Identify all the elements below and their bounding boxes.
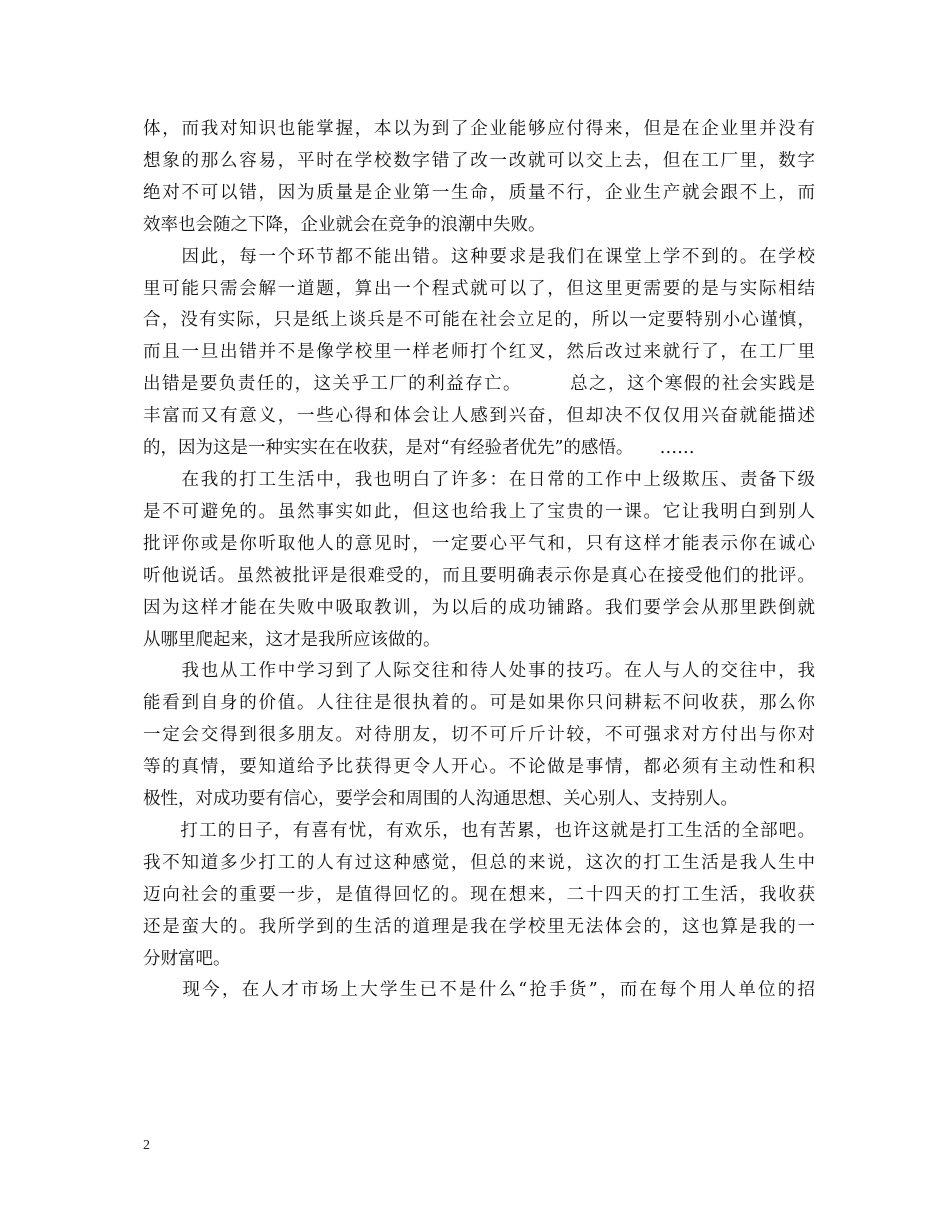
paragraph bbox=[143, 816, 815, 976]
text-line: 听他说话。虽然被批评是很难受的，而且要明确表示你是真心在接受他们的批评。 bbox=[143, 565, 815, 586]
text-line: 迈向社会的重要一步，是值得回忆的。现在想来，二十四天的打工生活，我收获 bbox=[143, 884, 815, 905]
text-line: 我不知道多少打工的人有过这种感觉，但总的来说，这次的打工生活是我人生中 bbox=[143, 852, 815, 873]
text-line: 丰富而又有意义，一些心得和体会让人感到兴奋，但却决不仅仅用兴奋就能描述 bbox=[143, 406, 815, 427]
page-number: 2 bbox=[143, 1138, 150, 1153]
text-line: 因此，每一个环节都不能出错。这种要求是我们在课堂上学不到的。在学校 bbox=[143, 246, 815, 267]
text-line: 能看到自身的价值。人往往是很执着的。可是如果你只问耕耘不问收获，那么你 bbox=[143, 693, 815, 714]
text-line: 在我的打工生活中，我也明白了许多：在日常的工作中上级欺压、责备下级 bbox=[143, 469, 815, 490]
text-line: 从哪里爬起来，这才是我所应该做的。 bbox=[143, 629, 441, 650]
paragraph bbox=[143, 114, 815, 242]
text-line: 里可能只需会解一道题，算出一个程式就可以了，但这里更需要的是与实际相结 bbox=[143, 278, 815, 299]
text-line: 还是蛮大的。我所学到的生活的道理是我在学校里无法体会的，这也算是我的一 bbox=[143, 916, 815, 937]
text-line: 现今，在人才市场上大学生已不是什么“抢手货”，而在每个用人单位的招 bbox=[143, 980, 815, 1001]
paragraph bbox=[143, 656, 815, 816]
text-line: 效率也会随之下降，企业就会在竞争的浪潮中失败。 bbox=[143, 214, 546, 235]
document-body bbox=[143, 114, 815, 1007]
text-line: 而且一旦出错并不是像学校里一样老师打个红叉，然后改过来就行了，在工厂里 bbox=[143, 342, 815, 363]
text-line: 打工的日子，有喜有忧，有欢乐，也有苦累，也许这就是打工生活的全部吧。 bbox=[143, 820, 815, 841]
text-line: 合，没有实际，只是纸上谈兵是不可能在社会立足的，所以一定要特别小心谨慎， bbox=[143, 310, 815, 331]
paragraph bbox=[143, 242, 815, 465]
text-line: 等的真情，要知道给予比获得更令人开心。不论做是事情，都必须有主动性和积 bbox=[143, 757, 815, 778]
text-line: 极性，对成功要有信心，要学会和周围的人沟通思想、关心别人、支持别人。 bbox=[143, 789, 738, 810]
text-line: 绝对不可以错，因为质量是企业第一生命，质量不行，企业生产就会跟不上，而 bbox=[143, 182, 815, 203]
text-line: 一定会交得到很多朋友。对待朋友，切不可斤斤计较，不可强求对方付出与你对 bbox=[143, 725, 815, 746]
text-line: 因为这样才能在失败中吸取教训，为以后的成功铺路。我们要学会从那里跌倒就 bbox=[143, 597, 815, 618]
paragraph bbox=[143, 465, 815, 656]
text-line: 的，因为这是一种实实在在收获，是对“有经验者优先”的感悟。 …… bbox=[143, 438, 695, 459]
text-line: 批评你或是你听取他人的意见时，一定要心平气和，只有这样才能表示你在诚心 bbox=[143, 533, 815, 554]
text-line: 想象的那么容易，平时在学校数字错了改一改就可以交上去，但在工厂里，数字 bbox=[143, 150, 815, 171]
text-line: 我也从工作中学习到了人际交往和待人处事的技巧。在人与人的交往中，我 bbox=[143, 661, 815, 682]
text-line: 分财富吧。 bbox=[143, 948, 231, 969]
text-line: 出错是要负责任的，这关乎工厂的利益存亡。 总之，这个寒假的社会实践是 bbox=[143, 374, 815, 395]
text-line: 是不可避免的。虽然事实如此，但这也给我上了宝贵的一课。它让我明白到别人 bbox=[143, 501, 815, 522]
text-line: 体，而我对知识也能掌握，本以为到了企业能够应付得来，但是在企业里并没有 bbox=[143, 119, 815, 139]
paragraph bbox=[143, 975, 815, 1007]
